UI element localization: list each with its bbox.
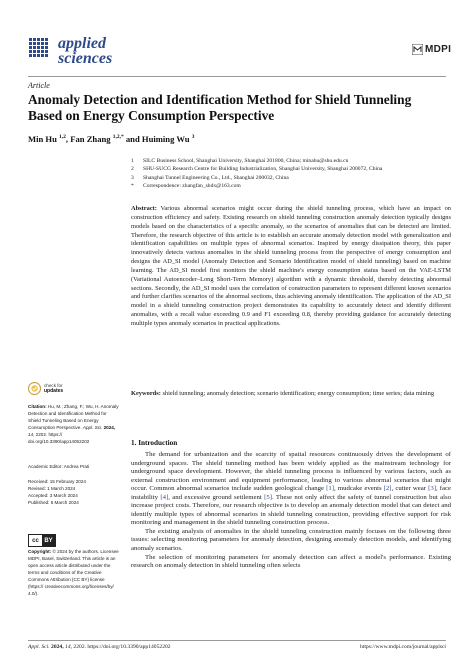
paragraph-text: The demand for urbanization and the scarcity of spatial resources continuously drives the development of underground spaces. The shield tunneling method has been widely applied as the mainstream technology for underground space development. However, the shield tunneling process is influenced by various factors, such as external construction environment and equipment performance, leading to various abnormal scenarios that might occur. Common abnormal scenarios include sudden geological change	[131, 451, 451, 493]
date-accepted: Accepted: 3 March 2024	[28, 493, 78, 499]
author-affil-mark: 1,2	[59, 134, 66, 141]
introduction-paragraph-2: The existing analysis of anomalies in the shield tunneling construction mainly focuses on the following three issues: selecting monitoring parameters for anomaly detection, designing anomaly detection models, and identifying anomaly scenarios.	[131, 527, 451, 553]
author-name: Huiming Wu	[141, 134, 190, 144]
affiliation-text: SHU-SUCG Research Centre for Building Industrialization, Shanghai University, Shanghai 200072, China	[143, 166, 383, 173]
introduction-body	[131, 451, 451, 571]
journal-name-line1: applied	[58, 35, 106, 52]
journal-logo-icon	[28, 36, 52, 62]
footer-citation	[28, 644, 171, 650]
keywords	[131, 390, 451, 399]
check-for-updates-text	[44, 383, 63, 394]
date-received: Received: 15 February 2024	[28, 479, 86, 484]
footer-rule	[28, 640, 446, 641]
cc-by-license-badge[interactable]	[28, 534, 56, 547]
abstract-text: Various abnormal scenarios might occur during the shield tunneling process, which have an impact on construction efficiency and safety. Existing research on shield tunneling construction anomaly detection typically designs models based on the characteristics of a specific anomaly, so the scenarios of anomalies that can be detected are limited. Therefore, the research objective of this article is to establish an accurate anomaly detection model with generalization and identification capabilities on multiple types of abnormal scenarios. Inspired by energy dissipation theory, this paper innovatively detects various anomalies in the shield tunneling process from the perspective of energy consumption and designs the AD_SI model (Anomaly Detection and Scenario Identification model of shield tunneling) based on machine learning. The AD_SI model first monitors the shield machine's energy consumption status based on the VAE-LSTM (Variational Autoencoder–Long Short-Term Memory) algorithm with a dynamic threshold, thereby detecting abnormal sections. Secondly, the AD_SI model uses the correlation of construction parameters to represent different known scenarios and further clarifies scenarios of the abnormal sections, thus achieving anomaly identification. The application of the AD_SI model in a shield tunneling construction project demonstrates its capability to accurately detect and identify different anomalies, with a recall value exceeding 0.9 and F1 exceeding 0.8, thereby providing guidance for accurately detecting multiple types anomaly scenarios in practical applications.	[131, 205, 452, 327]
check-for-updates-badge[interactable]	[28, 382, 63, 395]
footer-journal-url[interactable]: https://www.mdpi.com/journal/applsci	[359, 644, 446, 650]
copyright-label: Copyright:	[28, 549, 52, 554]
paragraph-text: , and excessive ground settlement	[168, 493, 265, 501]
abstract	[131, 205, 451, 329]
abstract-label: Abstract:	[131, 205, 157, 212]
author-name: Min Hu	[28, 134, 57, 144]
author-affil-mark: 3	[191, 134, 195, 141]
keywords-text: shield tunneling; anomaly detection; scenario identification; energy consumption; time series; data mining	[162, 390, 435, 397]
header-rule	[28, 76, 446, 77]
journal-name	[58, 36, 112, 66]
paragraph-text: , mudcake events	[334, 485, 384, 493]
affiliation	[131, 165, 451, 173]
reference-link[interactable]: [1]	[326, 485, 335, 493]
copyright-text: © 2024 by the authors. Licensee MDPI, Basel, Switzerland. This article is an open access article distributed under the terms and conditions of the Creative Commons Attribution (CC BY) license (https:// creativecommons.org/licenses/by/ 4.0/).	[28, 549, 119, 597]
correspondence-mark: *	[131, 183, 134, 190]
affiliation-mark: 1	[131, 158, 134, 164]
reference-link[interactable]: [3]	[428, 485, 436, 493]
citation-block	[28, 403, 120, 445]
reference-link[interactable]: [2]	[383, 485, 392, 493]
mdpi-mark-icon	[412, 44, 423, 55]
by-icon: BY	[42, 535, 55, 546]
reference-link[interactable]: [4]	[160, 493, 169, 501]
footer-doi[interactable]: 2202. https://doi.org/10.3390/app14052202	[73, 644, 171, 650]
reference-link[interactable]: [5]	[264, 493, 272, 501]
citation-label: Citation:	[28, 404, 47, 409]
correspondence-text: Correspondence: zhangfan_shdx@163.com	[143, 183, 241, 190]
mdpi-logo	[412, 44, 451, 55]
footer-year: 2024,	[51, 644, 64, 650]
check-for-updates-line1: check for	[44, 383, 63, 388]
author-name: Fan Zhang	[70, 134, 111, 144]
citation-text: Hu, M.; Zhang, F.; Wu, H. Anomaly Detection and Identification Method for Shield Tunneling Based on Energy Consumption Perspective.	[28, 404, 119, 431]
footer-journal: Appl. Sci.	[28, 644, 50, 650]
affiliation-text: Shanghai Tunnel Engineering Co., Ltd., Shanghai 200032, China	[143, 174, 289, 181]
paragraph-text: , cutter wear	[391, 485, 429, 493]
correspondence	[131, 182, 451, 190]
footer-volume: 14,	[65, 644, 73, 650]
paragraph-text: . These not only affect the safety of tunnel construction but also increase project costs. Therefore, our research objective is to develop an anomaly detection model that can detect and identify multiple types of abnormal scenarios in shield tunneling construction, providing effective support for risk monitoring and management in the shield tunneling construction process.	[131, 493, 451, 527]
citation-doi[interactable]: 2202. https:// doi.org/10.3390/app14052202	[28, 432, 90, 445]
introduction-paragraph-3: The selection of monitoring parameters for anomaly detection can affect a model's performance. Existing research on anomaly detection in shield tunneling often selects	[131, 553, 451, 570]
journal-name-line2: sciences	[58, 50, 113, 67]
publisher-name: MDPI	[425, 44, 452, 55]
paper-title: Anomaly Detection and Identification Method for Shield Tunneling Based on Energy Consumption Perspective	[28, 92, 412, 123]
dates-block	[28, 478, 120, 506]
affiliation-text: SILC Business School, Shanghai University, Shanghai 201800, China; minahu@shu.edu.cn	[143, 158, 349, 164]
keywords-label: Keywords:	[131, 390, 161, 397]
citation-volume: 14,	[28, 432, 35, 438]
copyright-block	[28, 548, 120, 597]
affiliation-mark: 3	[131, 174, 134, 181]
check-for-updates-icon	[28, 382, 41, 395]
affiliations	[131, 157, 451, 191]
academic-editor: Academic Editor: Andrea Prati	[28, 464, 90, 469]
author-affil-mark: 1,2,*	[112, 134, 124, 141]
affiliation-mark: 2	[131, 166, 134, 173]
check-for-updates-line2: updates	[44, 388, 64, 394]
date-published: Published: 6 March 2024	[28, 500, 79, 506]
cc-icon: cc	[29, 535, 42, 546]
citation-year: 2024,	[103, 425, 116, 431]
affiliation	[131, 174, 451, 182]
date-revised: Revised: 1 March 2024	[28, 486, 76, 492]
section-heading-introduction: 1. Introduction	[131, 439, 178, 447]
author-list: Min Hu $^{1,2}$, Fan Zhang $^{1,2,*}$ and Huiming Wu $^3$	[28, 134, 195, 144]
paragraph-text: , face instability	[131, 485, 451, 501]
citation-journal: Appl. Sci.	[82, 425, 103, 431]
introduction-paragraph-1	[131, 451, 451, 528]
affiliation	[131, 157, 451, 165]
article-type: Article	[28, 81, 50, 90]
